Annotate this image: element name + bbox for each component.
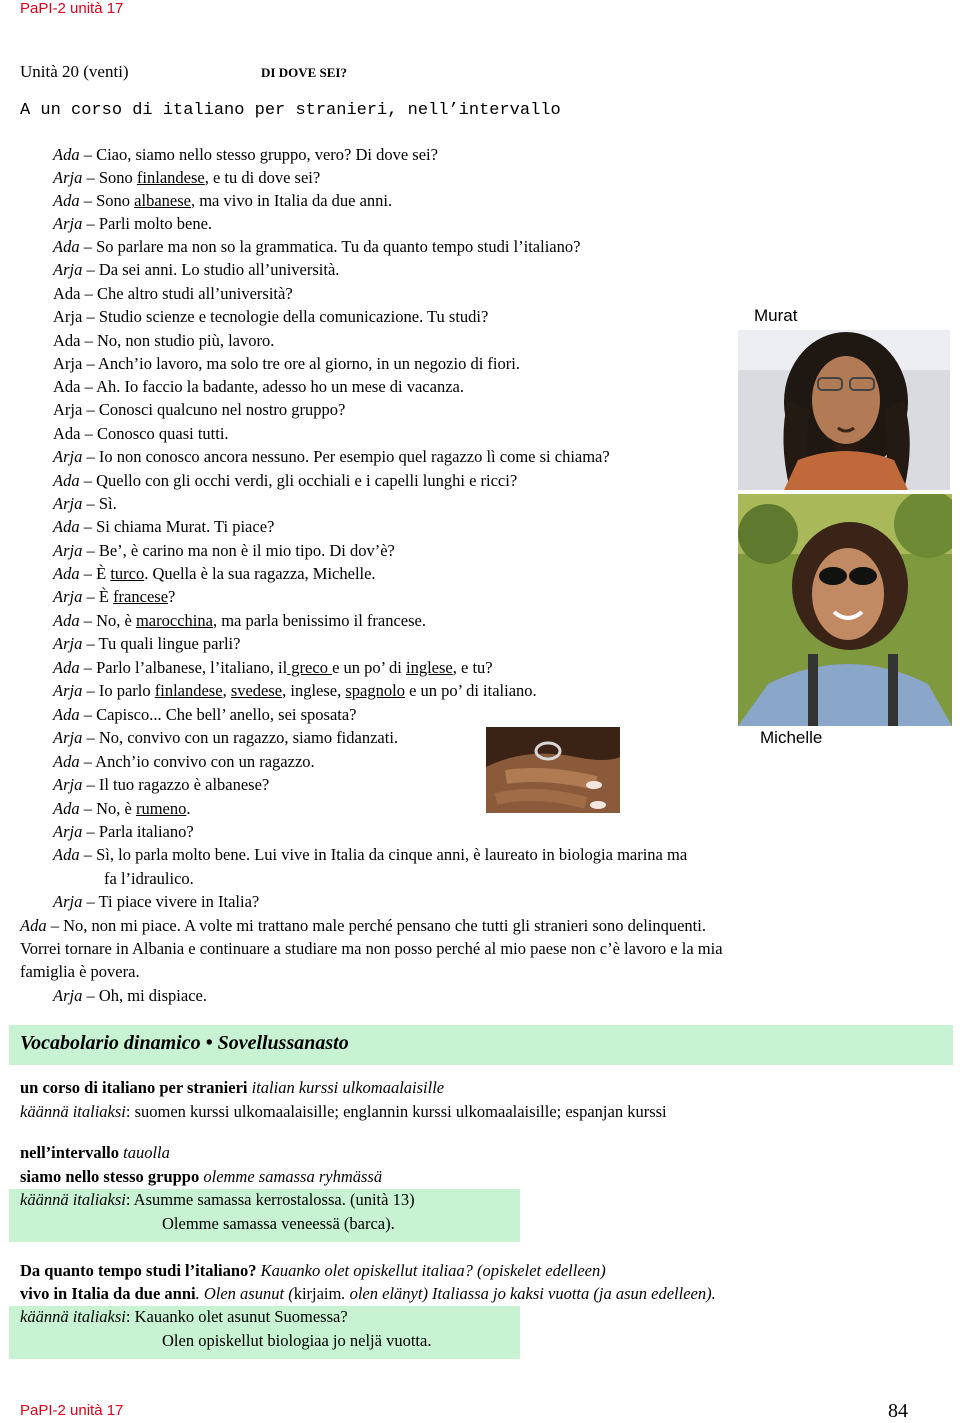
speaker-name: Arja xyxy=(53,775,83,794)
line-text: , xyxy=(222,681,231,700)
line-text: ? xyxy=(168,587,176,606)
speaker-name: Ada xyxy=(53,658,80,677)
line-text: – Si chiama Murat. Ti piace? xyxy=(83,517,275,536)
dialogue-line xyxy=(53,845,687,865)
speaker-name: Ada xyxy=(53,517,80,536)
line-text: e un po’ di italiano. xyxy=(404,681,537,700)
dialogue-line xyxy=(53,752,315,772)
speaker-name: Arja xyxy=(53,986,83,1005)
dialogue-line xyxy=(53,331,274,351)
speaker-name: Arja xyxy=(53,307,83,326)
underlined-term: rumeno xyxy=(135,799,187,818)
dialogue-line xyxy=(53,377,464,397)
line-text: – No, è xyxy=(83,799,136,818)
dialogue-line xyxy=(53,284,293,304)
line-text: , ma vivo in Italia da due anni. xyxy=(190,191,393,210)
dialogue-line xyxy=(53,611,426,631)
dialogue-line xyxy=(53,471,517,491)
line-text: e un po’ di xyxy=(332,658,407,677)
translate-label: käännä italiaksi xyxy=(20,1190,126,1209)
vocab-entry xyxy=(20,1167,382,1187)
dialogue-line xyxy=(53,822,194,842)
line-text: – Quello con gli occhi verdi, gli occhiali e i capelli lunghi e ricci? xyxy=(83,471,518,490)
michelle-label: Michelle xyxy=(760,728,823,747)
vocab-heading: Vocabolario dinamico • Sovellussanasto xyxy=(20,1032,349,1054)
line-text: – È xyxy=(86,587,114,606)
vocab-italian: vivo in Italia da due anni xyxy=(20,1284,196,1303)
underlined-term: albanese xyxy=(134,191,191,210)
line-text: – Oh, mi dispiace. xyxy=(86,986,207,1005)
speaker-name: Ada xyxy=(53,471,80,490)
vocab-finnish: italian kurssi ulkomaalaisille xyxy=(251,1078,445,1097)
translate-text: Olemme samassa veneessä (barca). xyxy=(162,1214,395,1233)
line-text: – Sì. xyxy=(86,494,117,513)
dialogue-line xyxy=(53,728,398,748)
line-text: – Parlo l’albanese, l’italiano, il xyxy=(83,658,288,677)
footer-label: PaPI-2 unità 17 xyxy=(20,1402,124,1419)
line-text: – Ti piace vivere in Italia? xyxy=(86,892,260,911)
speaker-name: Ada xyxy=(53,237,80,256)
dialogue-line xyxy=(53,168,320,188)
murat-photo xyxy=(738,330,950,490)
line-text: – Il tuo ragazzo è albanese? xyxy=(86,775,270,794)
line-text: – Sono xyxy=(83,191,135,210)
header-label: PaPI-2 unità 17 xyxy=(20,0,124,17)
line-text: – Che altro studi all’università? xyxy=(84,284,293,303)
vocab-entry xyxy=(20,1078,444,1098)
dialogue-line xyxy=(20,916,706,936)
dialogue-line xyxy=(53,191,392,211)
speaker-name: Arja xyxy=(53,168,83,187)
speaker-name: Ada xyxy=(53,377,81,396)
translate-text: Olen opiskellut biologiaa jo neljä vuotta. xyxy=(162,1331,432,1350)
line-text: – Anch’io lavoro, ma solo tre ore al giorno, in un negozio di fiori. xyxy=(86,354,520,373)
underlined-term: spagnolo xyxy=(345,681,405,700)
speaker-name: Arja xyxy=(53,634,83,653)
speaker-name: Arja xyxy=(53,354,83,373)
vocab-finnish: olemme samassa ryhmässä xyxy=(203,1167,383,1186)
vocab-finnish: . Olen asunut ( xyxy=(195,1284,294,1303)
line-text: . xyxy=(186,799,191,818)
translate-line xyxy=(20,1102,667,1122)
line-text: – Tu quali lingue parli? xyxy=(86,634,241,653)
ring-photo xyxy=(486,727,620,813)
line-text: , e tu di dove sei? xyxy=(204,168,321,187)
translate-label: käännä italiaksi xyxy=(20,1307,126,1326)
speaker-name: Ada xyxy=(53,611,80,630)
line-text: – Io parlo xyxy=(86,681,155,700)
line-text: fa l’idraulico. xyxy=(104,869,194,888)
dialogue-line xyxy=(53,307,488,327)
speaker-name: Ada xyxy=(53,752,80,771)
underlined-term: turco xyxy=(110,564,145,583)
speaker-name: Arja xyxy=(53,494,83,513)
line-text: Vorrei tornare in Albania e continuare a studiare ma non posso perché al mio paese non c’è lavoro e la mia xyxy=(20,939,723,958)
unit-title-sub: DI DOVE SEI? xyxy=(261,65,347,80)
vocab-abbrev: kirjaim xyxy=(293,1284,342,1303)
dialogue-line xyxy=(53,214,212,234)
speaker-name: Arja xyxy=(53,587,83,606)
dialogue-line xyxy=(53,260,339,280)
line-text: – No, non studio più, lavoro. xyxy=(84,331,275,350)
speaker-name: Ada xyxy=(53,331,81,350)
underlined-term: greco xyxy=(287,658,333,677)
line-text: – Conosco quasi tutti. xyxy=(84,424,229,443)
speaker-name: Ada xyxy=(53,424,81,443)
translate-line xyxy=(20,1190,415,1210)
scene-description: A un corso di italiano per stranieri, nell’intervallo xyxy=(20,101,561,120)
line-text: – No, non mi piace. A volte mi trattano male perché pensano che tutti gli stranieri sono delinquenti. xyxy=(50,916,706,935)
dialogue-line xyxy=(53,799,191,819)
line-text: – Anch’io convivo con un ragazzo. xyxy=(83,752,315,771)
line-text: – Ciao, siamo nello stesso gruppo, vero? Di dove sei? xyxy=(83,145,438,164)
line-text: – Parla italiano? xyxy=(86,822,194,841)
line-text: – Ah. Io faccio la badante, adesso ho un mese di vacanza. xyxy=(84,377,464,396)
line-text: – No, convivo con un ragazzo, siamo fidanzati. xyxy=(86,728,399,747)
translate-text: : suomen kurssi ulkomaalaisille; englannin kurssi ulkomaalaisille; espanjan kurssi xyxy=(125,1102,667,1121)
unit-title-main: Unità 20 (venti) xyxy=(20,62,129,81)
vocab-entry xyxy=(20,1143,170,1163)
speaker-name: Ada xyxy=(20,916,47,935)
speaker-name: Ada xyxy=(53,191,80,210)
line-text: famiglia è povera. xyxy=(20,962,140,981)
speaker-name: Arja xyxy=(53,728,83,747)
line-text: , e tu? xyxy=(452,658,493,677)
underlined-term: svedese xyxy=(230,681,283,700)
vocab-entry xyxy=(20,1261,606,1281)
vocab-italian: siamo nello stesso gruppo xyxy=(20,1167,200,1186)
speaker-name: Ada xyxy=(53,284,81,303)
dialogue-line xyxy=(53,517,274,537)
dialogue-line xyxy=(53,541,395,561)
underlined-term: marocchina xyxy=(135,611,213,630)
line-text: – Be’, è carino ma non è il mio tipo. Di dov’è? xyxy=(86,541,395,560)
dialogue-line xyxy=(53,354,520,374)
vocab-entry xyxy=(20,1284,716,1304)
vocab-heading-bar xyxy=(9,1025,953,1065)
speaker-name: Ada xyxy=(53,145,80,164)
dialogue-line xyxy=(53,634,240,654)
dialogue-line xyxy=(53,658,493,678)
underlined-term: inglese xyxy=(406,658,453,677)
translate-text: : Kauanko olet asunut Suomessa? xyxy=(125,1307,348,1326)
line-text: , ma parla benissimo il francese. xyxy=(212,611,426,630)
vocab-finnish: tauolla xyxy=(123,1143,170,1162)
speaker-name: Arja xyxy=(53,541,83,560)
vocab-italian: un corso di italiano per stranieri xyxy=(20,1078,248,1097)
michelle-photo xyxy=(738,494,952,726)
dialogue-line xyxy=(53,775,269,795)
speaker-name: Ada xyxy=(53,799,80,818)
dialogue-line xyxy=(53,705,357,725)
dialogue-line xyxy=(53,892,259,912)
line-text: – Sono xyxy=(86,168,137,187)
translate-text: : Asumme samassa kerrostalossa. (unità 13) xyxy=(125,1190,415,1209)
line-text: – So parlare ma non so la grammatica. Tu da quanto tempo studi l’italiano? xyxy=(83,237,581,256)
dialogue-line xyxy=(53,424,229,444)
speaker-name: Ada xyxy=(53,705,80,724)
dialogue-line xyxy=(53,564,376,584)
line-text: – Conosci qualcuno nel nostro gruppo? xyxy=(86,400,346,419)
line-text: – Da sei anni. Lo studio all’università. xyxy=(86,260,340,279)
vocab-finnish-cont: . olen elänyt) Italiassa jo kaksi vuotta (ja asun edelleen). xyxy=(341,1284,716,1303)
dialogue-line xyxy=(53,494,117,514)
vocab-italian: nell’intervallo xyxy=(20,1143,119,1162)
line-text: – Sì, lo parla molto bene. Lui vive in Italia da cinque anni, è laureato in biologia marina ma xyxy=(83,845,688,864)
dialogue-line xyxy=(53,986,207,1006)
speaker-name: Arja xyxy=(53,447,83,466)
unit-title xyxy=(20,62,347,82)
line-text: – Studio scienze e tecnologie della comunicazione. Tu studi? xyxy=(86,307,489,326)
translate-line xyxy=(20,1307,348,1327)
dialogue-line xyxy=(20,939,723,959)
dialogue-line xyxy=(53,681,537,701)
vocab-italian: Da quanto tempo studi l’italiano? xyxy=(20,1261,257,1280)
dialogue-line xyxy=(53,587,175,607)
speaker-name: Ada xyxy=(53,564,80,583)
speaker-name: Arja xyxy=(53,260,83,279)
speaker-name: Arja xyxy=(53,822,83,841)
dialogue-line xyxy=(53,145,438,165)
dialogue-line xyxy=(53,447,610,467)
line-text: – Io non conosco ancora nessuno. Per esempio quel ragazzo lì come si chiama? xyxy=(86,447,610,466)
vocab-finnish: Kauanko olet opiskellut italiaa? (opiskelet edelleen) xyxy=(260,1261,606,1280)
line-text: – È xyxy=(83,564,111,583)
speaker-name: Arja xyxy=(53,892,83,911)
underlined-term: finlandese xyxy=(154,681,223,700)
page-number: 84 xyxy=(888,1400,908,1422)
translate-label: käännä italiaksi xyxy=(20,1102,126,1121)
speaker-name: Arja xyxy=(53,214,83,233)
dialogue-line xyxy=(104,869,194,889)
dialogue-line xyxy=(53,400,345,420)
speaker-name: Arja xyxy=(53,681,83,700)
dialogue-line xyxy=(53,237,580,257)
line-text: – Capisco... Che bell’ anello, sei sposata? xyxy=(83,705,357,724)
line-text: – Parli molto bene. xyxy=(86,214,213,233)
dialogue-line xyxy=(20,962,140,982)
speaker-name: Arja xyxy=(53,400,83,419)
line-text: . Quella è la sua ragazza, Michelle. xyxy=(144,564,376,583)
speaker-name: Ada xyxy=(53,845,80,864)
line-text: , inglese, xyxy=(282,681,346,700)
underlined-term: francese xyxy=(113,587,169,606)
murat-label: Murat xyxy=(754,306,798,325)
underlined-term: finlandese xyxy=(136,168,205,187)
line-text: – No, è xyxy=(83,611,136,630)
